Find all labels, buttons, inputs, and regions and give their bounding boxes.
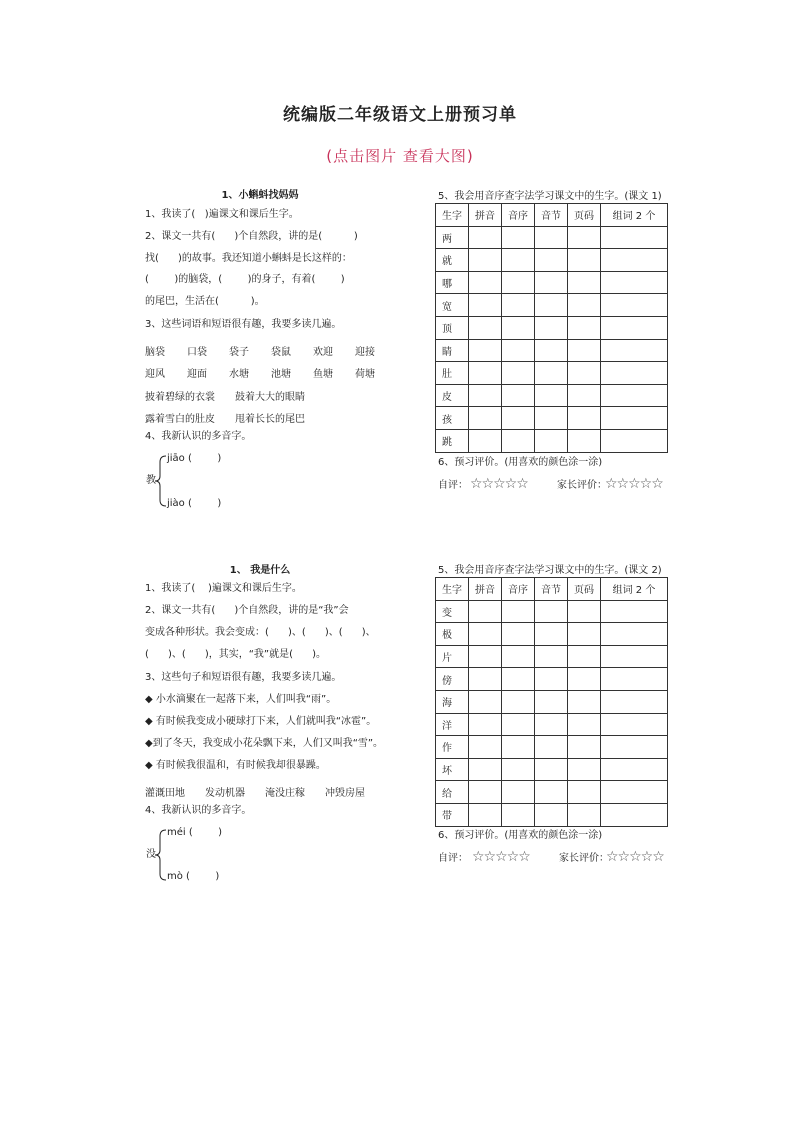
table-caption: 5、我会用音序查字法学习课文中的生字。(课文 1) <box>438 191 662 202</box>
char-cell: 睛 <box>436 339 469 362</box>
blank-cell[interactable] <box>535 407 568 430</box>
blank-cell[interactable] <box>502 668 535 691</box>
blank-cell[interactable] <box>502 736 535 759</box>
text-line: ◆ 小水滴聚在一起落下来，人们叫我“雨”。 <box>145 694 337 705</box>
blank-cell[interactable] <box>535 803 568 826</box>
phrase: 淹没庄稼 <box>265 788 305 799</box>
char-cell: 肚 <box>436 362 469 385</box>
blank-cell[interactable] <box>601 645 668 668</box>
blank-cell[interactable] <box>469 623 502 646</box>
section-heading: 1、小蝌蚪找妈妈 <box>221 190 299 201</box>
table-row <box>436 758 668 781</box>
blank-cell[interactable] <box>601 339 668 362</box>
phrase: 发动机器 <box>205 788 245 799</box>
polyphone-char: 没 <box>146 849 156 860</box>
blank-cell[interactable] <box>535 781 568 804</box>
blank-cell[interactable] <box>601 362 668 385</box>
blank-cell[interactable] <box>469 362 502 385</box>
evaluation-heading: 6、预习评价。(用喜欢的颜色涂一涂) <box>438 830 603 841</box>
word-row <box>145 340 397 359</box>
pinyin-reading: jiào ( ) <box>167 498 222 509</box>
char-cell: 变 <box>436 600 469 623</box>
self-eval-label: 自评： <box>438 853 468 864</box>
blank-cell[interactable] <box>469 249 502 272</box>
blank-cell[interactable] <box>535 668 568 691</box>
text-line: 3、这些词语和短语很有趣，我要多读几遍。 <box>145 319 342 330</box>
blank-cell[interactable] <box>568 294 601 317</box>
char-cell: 片 <box>436 645 469 668</box>
word: 荷塘 <box>355 369 375 380</box>
blank-cell[interactable] <box>502 429 535 452</box>
blank-cell[interactable] <box>535 294 568 317</box>
text-line: 变成各种形状。我会变成：( )、( )、( )、 <box>145 627 376 638</box>
blank-cell[interactable] <box>502 226 535 249</box>
word: 脑袋 <box>145 347 165 358</box>
text-line: ◆ 有时候我很温和，有时候我却很暴躁。 <box>145 760 326 771</box>
column-header: 音序 <box>502 204 535 227</box>
blank-cell[interactable] <box>601 384 668 407</box>
character-table <box>435 203 668 453</box>
column-header: 拼音 <box>469 204 502 227</box>
blank-cell[interactable] <box>469 339 502 362</box>
blank-cell[interactable] <box>568 623 601 646</box>
parent-rating-stars-icon[interactable]: ☆☆☆☆☆ <box>605 476 663 492</box>
blank-cell[interactable] <box>469 668 502 691</box>
word: 池塘 <box>271 369 291 380</box>
word: 口袋 <box>187 347 207 358</box>
char-cell: 极 <box>436 623 469 646</box>
blank-cell[interactable] <box>502 645 535 668</box>
table-row <box>436 600 668 623</box>
column-header: 音序 <box>502 578 535 601</box>
parent-eval-label: 家长评价： <box>557 480 607 491</box>
column-header: 页码 <box>568 578 601 601</box>
page-title: 统编版二年级语文上册预习单 <box>283 105 517 125</box>
table-row <box>436 736 668 759</box>
column-header: 拼音 <box>469 578 502 601</box>
phrase-row <box>145 781 385 800</box>
table-row <box>436 271 668 294</box>
blank-cell[interactable] <box>601 803 668 826</box>
blank-cell[interactable] <box>469 690 502 713</box>
column-header: 音节 <box>535 578 568 601</box>
self-rating-stars-icon[interactable]: ☆☆☆☆☆ <box>472 849 530 865</box>
text-line: 1、我读了( )遍课文和课后生字。 <box>145 209 299 220</box>
blank-cell[interactable] <box>535 429 568 452</box>
pinyin-reading: mò ( ) <box>167 871 220 882</box>
pinyin-reading: jiāo ( ) <box>167 453 222 464</box>
blank-cell[interactable] <box>502 407 535 430</box>
view-large-image-link[interactable]: (点击图片 查看大图) <box>326 147 474 165</box>
char-cell: 傍 <box>436 668 469 691</box>
text-line: 3、这些句子和短语很有趣，我要多读几遍。 <box>145 672 342 683</box>
blank-cell[interactable] <box>568 226 601 249</box>
column-header: 生字 <box>436 204 469 227</box>
blank-cell[interactable] <box>502 339 535 362</box>
text-line: ◆ 有时候我变成小硬球打下来，人们就叫我“冰雹”。 <box>145 716 377 727</box>
char-cell: 皮 <box>436 384 469 407</box>
table-row <box>436 226 668 249</box>
blank-cell[interactable] <box>535 600 568 623</box>
blank-cell[interactable] <box>535 362 568 385</box>
blank-cell[interactable] <box>502 781 535 804</box>
blank-cell[interactable] <box>535 226 568 249</box>
blank-cell[interactable] <box>601 690 668 713</box>
parent-rating-stars-icon[interactable]: ☆☆☆☆☆ <box>606 849 664 865</box>
blank-cell[interactable] <box>568 362 601 385</box>
table-row <box>436 316 668 339</box>
table-row <box>436 429 668 452</box>
word: 袋鼠 <box>271 347 291 358</box>
blank-cell[interactable] <box>568 384 601 407</box>
blank-cell[interactable] <box>601 623 668 646</box>
self-eval-label: 自评： <box>438 480 468 491</box>
blank-cell[interactable] <box>502 690 535 713</box>
table-header-row <box>436 578 668 601</box>
table-row <box>436 362 668 385</box>
blank-cell[interactable] <box>601 407 668 430</box>
blank-cell[interactable] <box>535 758 568 781</box>
blank-cell[interactable] <box>469 781 502 804</box>
blank-cell[interactable] <box>502 713 535 736</box>
text-line: 2、课文一共有( )个自然段，讲的是“我”会 <box>145 605 349 616</box>
blank-cell[interactable] <box>568 758 601 781</box>
word: 迎接 <box>355 347 375 358</box>
char-cell: 就 <box>436 249 469 272</box>
blank-cell[interactable] <box>535 645 568 668</box>
blank-cell[interactable] <box>502 600 535 623</box>
text-line: ( )的脑袋，( )的身子，有着( ) <box>145 274 345 285</box>
table-caption: 5、我会用音序查字法学习课文中的生字。(课文 2) <box>438 565 662 576</box>
character-table <box>435 577 668 827</box>
text-line: 找( )的故事。我还知道小蝌蚪是长这样的： <box>145 253 352 264</box>
char-cell: 坏 <box>436 758 469 781</box>
blank-cell[interactable] <box>568 713 601 736</box>
phrase: 冲毁房屋 <box>325 788 365 799</box>
blank-cell[interactable] <box>469 316 502 339</box>
blank-cell[interactable] <box>469 713 502 736</box>
char-cell: 洋 <box>436 713 469 736</box>
table-row <box>436 645 668 668</box>
char-cell: 两 <box>436 226 469 249</box>
char-cell: 跳 <box>436 429 469 452</box>
word: 迎面 <box>187 369 207 380</box>
blank-cell[interactable] <box>469 271 502 294</box>
blank-cell[interactable] <box>601 429 668 452</box>
blank-cell[interactable] <box>568 339 601 362</box>
phrase-row <box>145 385 325 404</box>
blank-cell[interactable] <box>502 294 535 317</box>
column-header: 页码 <box>568 204 601 227</box>
blank-cell[interactable] <box>469 294 502 317</box>
blank-cell[interactable] <box>601 713 668 736</box>
phrase: 甩着长长的尾巴 <box>235 414 305 425</box>
text-line: 4、我新认识的多音字。 <box>145 805 252 816</box>
blank-cell[interactable] <box>601 600 668 623</box>
blank-cell[interactable] <box>535 713 568 736</box>
blank-cell[interactable] <box>568 316 601 339</box>
blank-cell[interactable] <box>469 736 502 759</box>
blank-cell[interactable] <box>601 316 668 339</box>
phrase: 鼓着大大的眼睛 <box>235 392 305 403</box>
blank-cell[interactable] <box>601 249 668 272</box>
blank-cell[interactable] <box>502 362 535 385</box>
table-row <box>436 249 668 272</box>
evaluation-heading: 6、预习评价。(用喜欢的颜色涂一涂) <box>438 457 603 468</box>
blank-cell[interactable] <box>469 803 502 826</box>
column-header: 组词 2 个 <box>601 204 668 227</box>
char-cell: 哪 <box>436 271 469 294</box>
table-row <box>436 781 668 804</box>
char-cell: 给 <box>436 781 469 804</box>
section-heading: 1、 我是什么 <box>229 565 291 576</box>
blank-cell[interactable] <box>601 758 668 781</box>
blank-cell[interactable] <box>568 600 601 623</box>
phrase: 灌溉田地 <box>145 788 185 799</box>
char-cell: 带 <box>436 803 469 826</box>
table-row <box>436 384 668 407</box>
word: 鱼塘 <box>313 369 333 380</box>
char-cell: 宽 <box>436 294 469 317</box>
text-line: 1、我读了( )遍课文和课后生字。 <box>145 583 302 594</box>
blank-cell[interactable] <box>568 271 601 294</box>
char-cell: 顶 <box>436 316 469 339</box>
text-line: 2、课文一共有( )个自然段，讲的是( ) <box>145 231 358 242</box>
blank-cell[interactable] <box>535 623 568 646</box>
blank-cell[interactable] <box>568 249 601 272</box>
table-header-row <box>436 204 668 227</box>
phrase: 披着碧绿的衣裳 <box>145 392 215 403</box>
polyphone-char: 教 <box>146 475 156 486</box>
phrase: 露着雪白的肚皮 <box>145 414 215 425</box>
blank-cell[interactable] <box>469 226 502 249</box>
char-cell: 作 <box>436 736 469 759</box>
table-row <box>436 407 668 430</box>
table-row <box>436 803 668 826</box>
blank-cell[interactable] <box>601 736 668 759</box>
text-line: ◆到了冬天，我变成小花朵飘下来，人们又叫我“雪”。 <box>145 738 384 749</box>
blank-cell[interactable] <box>535 690 568 713</box>
self-rating-stars-icon[interactable]: ☆☆☆☆☆ <box>470 476 528 492</box>
blank-cell[interactable] <box>469 600 502 623</box>
blank-cell[interactable] <box>568 803 601 826</box>
column-header: 音节 <box>535 204 568 227</box>
word-row <box>145 362 397 381</box>
blank-cell[interactable] <box>601 226 668 249</box>
blank-cell[interactable] <box>502 803 535 826</box>
blank-cell[interactable] <box>601 781 668 804</box>
column-header: 生字 <box>436 578 469 601</box>
blank-cell[interactable] <box>601 271 668 294</box>
blank-cell[interactable] <box>535 249 568 272</box>
text-line: 的尾巴，生活在( )。 <box>145 296 265 307</box>
table-row <box>436 339 668 362</box>
blank-cell[interactable] <box>469 429 502 452</box>
table-row <box>436 294 668 317</box>
text-line: ( )、( )，其实，“我”就是( )。 <box>145 649 326 660</box>
blank-cell[interactable] <box>502 384 535 407</box>
blank-cell[interactable] <box>502 316 535 339</box>
blank-cell[interactable] <box>535 736 568 759</box>
word: 水塘 <box>229 369 249 380</box>
blank-cell[interactable] <box>502 758 535 781</box>
blank-cell[interactable] <box>535 316 568 339</box>
blank-cell[interactable] <box>568 429 601 452</box>
blank-cell[interactable] <box>601 294 668 317</box>
blank-cell[interactable] <box>469 407 502 430</box>
blank-cell[interactable] <box>535 384 568 407</box>
blank-cell[interactable] <box>535 271 568 294</box>
table-row <box>436 713 668 736</box>
char-cell: 海 <box>436 690 469 713</box>
table-row <box>436 668 668 691</box>
blank-cell[interactable] <box>601 668 668 691</box>
blank-cell[interactable] <box>568 645 601 668</box>
blank-cell[interactable] <box>469 758 502 781</box>
word: 欢迎 <box>313 347 333 358</box>
char-cell: 孩 <box>436 407 469 430</box>
word: 袋子 <box>229 347 249 358</box>
table-row <box>436 623 668 646</box>
blank-cell[interactable] <box>535 339 568 362</box>
blank-cell[interactable] <box>568 690 601 713</box>
blank-cell[interactable] <box>469 645 502 668</box>
parent-eval-label: 家长评价： <box>559 853 609 864</box>
blank-cell[interactable] <box>568 407 601 430</box>
column-header: 组词 2 个 <box>601 578 668 601</box>
table-row <box>436 690 668 713</box>
pinyin-reading: méi ( ) <box>167 827 223 838</box>
word: 迎风 <box>145 369 165 380</box>
blank-cell[interactable] <box>502 249 535 272</box>
blank-cell[interactable] <box>568 781 601 804</box>
blank-cell[interactable] <box>568 668 601 691</box>
phrase-row <box>145 407 325 426</box>
blank-cell[interactable] <box>502 623 535 646</box>
blank-cell[interactable] <box>469 384 502 407</box>
blank-cell[interactable] <box>502 271 535 294</box>
blank-cell[interactable] <box>568 736 601 759</box>
text-line: 4、我新认识的多音字。 <box>145 431 252 442</box>
